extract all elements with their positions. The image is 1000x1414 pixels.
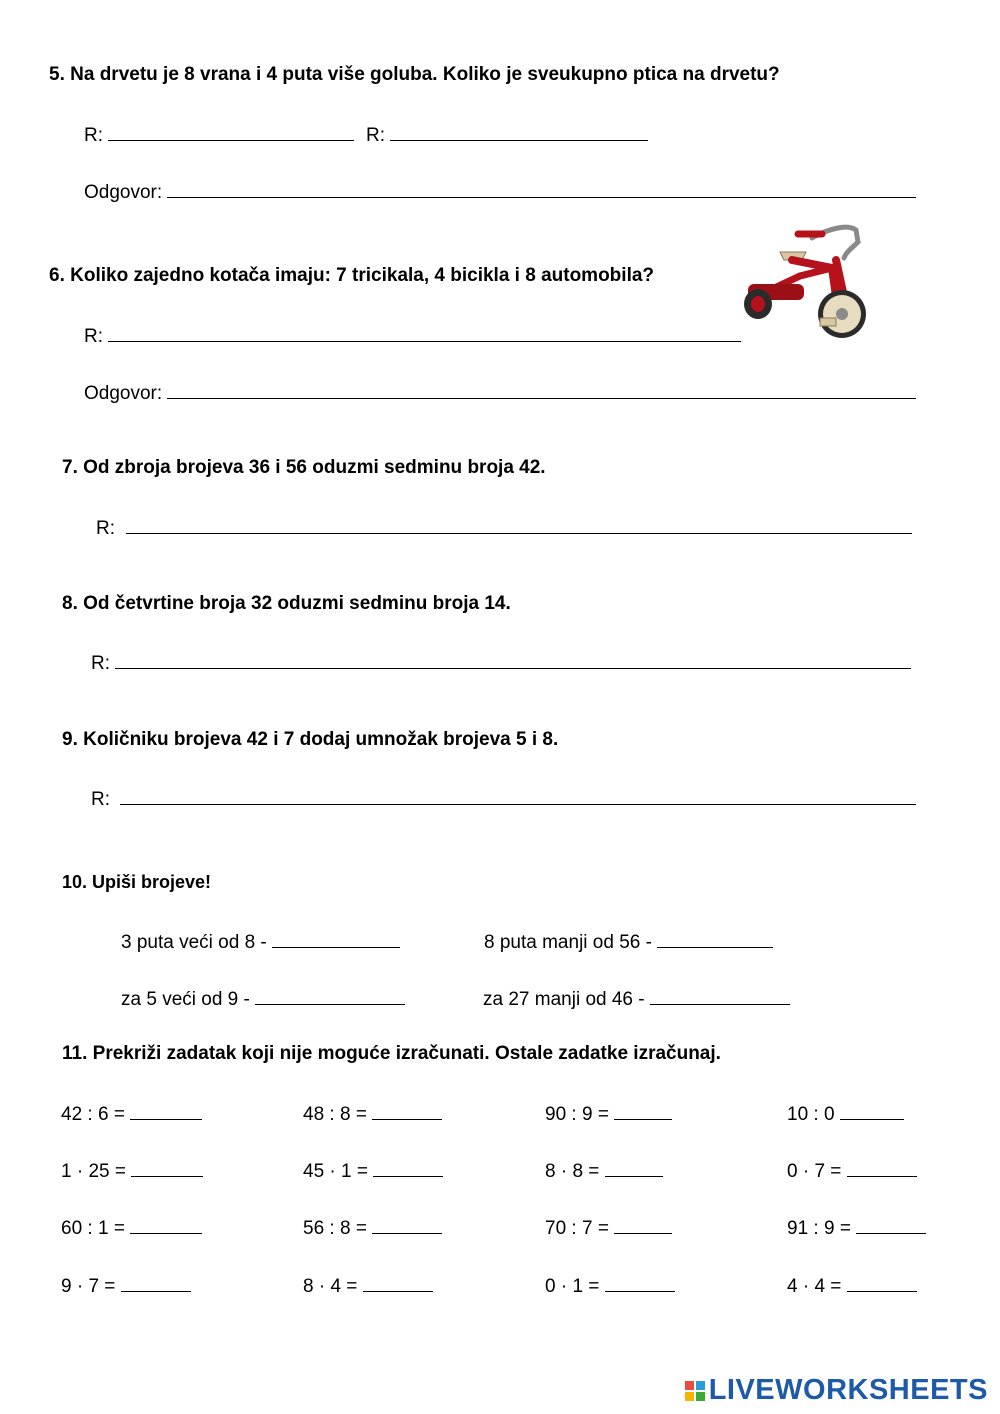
q11-task [787, 1215, 926, 1240]
q6-r-label: R: [84, 326, 103, 347]
question-9: 9. Količniku brojeva 42 i 7 dodaj umnožak brojeva 5 i 8. [62, 729, 559, 750]
q11-task-label: 48 : 8 = [303, 1104, 367, 1125]
q6-answer-row [84, 380, 916, 405]
q7-r-answer-line[interactable] [126, 515, 912, 534]
q5-r2-answer-line[interactable] [390, 122, 648, 141]
q5-r2-label: R: [366, 125, 385, 146]
q11-answer-line[interactable] [605, 1273, 675, 1292]
q11-answer-line[interactable] [847, 1158, 917, 1177]
q8-r-row [91, 650, 911, 675]
q5-r1-row [84, 122, 354, 147]
q11-task [303, 1273, 433, 1298]
q6-r-answer-line[interactable] [108, 323, 741, 342]
q5-r2-row [366, 122, 648, 147]
q11-task [61, 1273, 191, 1298]
q10-item-1-answer-line[interactable] [272, 929, 400, 948]
question-10: 10. Upiši brojeve! [62, 872, 212, 892]
q11-task-label: 9 · 7 = [61, 1276, 116, 1297]
q11-task-label: 91 : 9 = [787, 1218, 851, 1239]
q11-task-label: 70 : 7 = [545, 1218, 609, 1239]
q5-answer-line[interactable] [167, 179, 916, 198]
q11-task-label: 8 · 4 = [303, 1276, 358, 1297]
q10-item-4 [483, 986, 790, 1011]
q11-task-label: 10 : 0 [787, 1104, 835, 1125]
q5-answer-row [84, 179, 916, 204]
q11-task-label: 56 : 8 = [303, 1218, 367, 1239]
q11-task [303, 1158, 443, 1183]
q5-answer-label: Odgovor: [84, 182, 163, 203]
q11-task-label: 0 · 7 = [787, 1161, 842, 1182]
q10-item-2 [484, 929, 773, 954]
q11-task-label: 90 : 9 = [545, 1104, 609, 1125]
q11-task-label: 1 · 25 = [61, 1161, 126, 1182]
q11-task-label: 4 · 4 = [787, 1276, 842, 1297]
q11-task [303, 1215, 442, 1240]
question-11: 11. Prekriži zadatak koji nije moguće izračunati. Ostale zadatke izračunaj. [62, 1043, 721, 1064]
brand-name: LIVEWORKSHEETS [708, 1374, 988, 1406]
q11-answer-line[interactable] [605, 1158, 663, 1177]
tricycle-image [740, 218, 872, 346]
q11-task-label: 8 · 8 = [545, 1161, 600, 1182]
q10-item-1-label: 3 puta veći od 8 - [121, 932, 267, 953]
q6-r-row [84, 323, 741, 348]
q10-item-3 [121, 986, 405, 1011]
q6-answer-label: Odgovor: [84, 383, 163, 404]
q11-task [545, 1158, 663, 1183]
q11-answer-line[interactable] [363, 1273, 433, 1292]
q10-item-4-label: za 27 manji od 46 - [483, 989, 645, 1010]
q11-task [61, 1215, 202, 1240]
q11-answer-line[interactable] [840, 1101, 904, 1120]
q11-task [545, 1215, 672, 1240]
q11-answer-line[interactable] [131, 1158, 203, 1177]
q9-r-label: R: [91, 789, 110, 810]
question-5: 5. Na drvetu je 8 vrana i 4 puta više goluba. Koliko je sveukupno ptica na drvetu? [49, 64, 780, 85]
q10-item-3-answer-line[interactable] [255, 986, 405, 1005]
q5-r1-answer-line[interactable] [108, 122, 354, 141]
q11-task [61, 1158, 203, 1183]
q11-task [787, 1273, 917, 1298]
q11-task [787, 1101, 904, 1126]
q11-task-label: 42 : 6 = [61, 1104, 125, 1125]
q11-answer-line[interactable] [847, 1273, 917, 1292]
logo-blocks-icon [685, 1381, 705, 1401]
q11-task [545, 1273, 675, 1298]
q11-task [787, 1158, 917, 1183]
q7-r-label: R: [96, 518, 115, 539]
q10-item-2-answer-line[interactable] [657, 929, 773, 948]
liveworksheets-logo [685, 1374, 988, 1407]
q11-task-label: 60 : 1 = [61, 1218, 125, 1239]
q11-answer-line[interactable] [373, 1158, 443, 1177]
q11-answer-line[interactable] [614, 1101, 672, 1120]
q8-r-label: R: [91, 653, 110, 674]
q11-answer-line[interactable] [856, 1215, 926, 1234]
q6-answer-line[interactable] [167, 380, 916, 399]
question-7: 7. Od zbroja brojeva 36 i 56 oduzmi sedminu broja 42. [62, 457, 546, 478]
q11-answer-line[interactable] [121, 1273, 191, 1292]
q11-answer-line[interactable] [130, 1215, 202, 1234]
q11-task [545, 1101, 672, 1126]
q11-task [303, 1101, 442, 1126]
q9-r-row [91, 786, 916, 811]
q11-answer-line[interactable] [372, 1215, 442, 1234]
q10-item-1 [121, 929, 400, 954]
q9-r-answer-line[interactable] [120, 786, 916, 805]
q11-task [61, 1101, 202, 1126]
q11-answer-line[interactable] [130, 1101, 202, 1120]
q11-answer-line[interactable] [372, 1101, 442, 1120]
q10-item-2-label: 8 puta manji od 56 - [484, 932, 652, 953]
q7-r-row [96, 515, 912, 540]
q10-item-4-answer-line[interactable] [650, 986, 790, 1005]
question-8: 8. Od četvrtine broja 32 oduzmi sedminu broja 14. [62, 593, 511, 614]
q11-answer-line[interactable] [614, 1215, 672, 1234]
question-6: 6. Koliko zajedno kotača imaju: 7 tricikala, 4 bicikla i 8 automobila? [49, 265, 655, 286]
q10-item-3-label: za 5 veći od 9 - [121, 989, 250, 1010]
q8-r-answer-line[interactable] [115, 650, 911, 669]
q11-task-label: 45 · 1 = [303, 1161, 368, 1182]
q11-task-label: 0 · 1 = [545, 1276, 600, 1297]
q5-r1-label: R: [84, 125, 103, 146]
